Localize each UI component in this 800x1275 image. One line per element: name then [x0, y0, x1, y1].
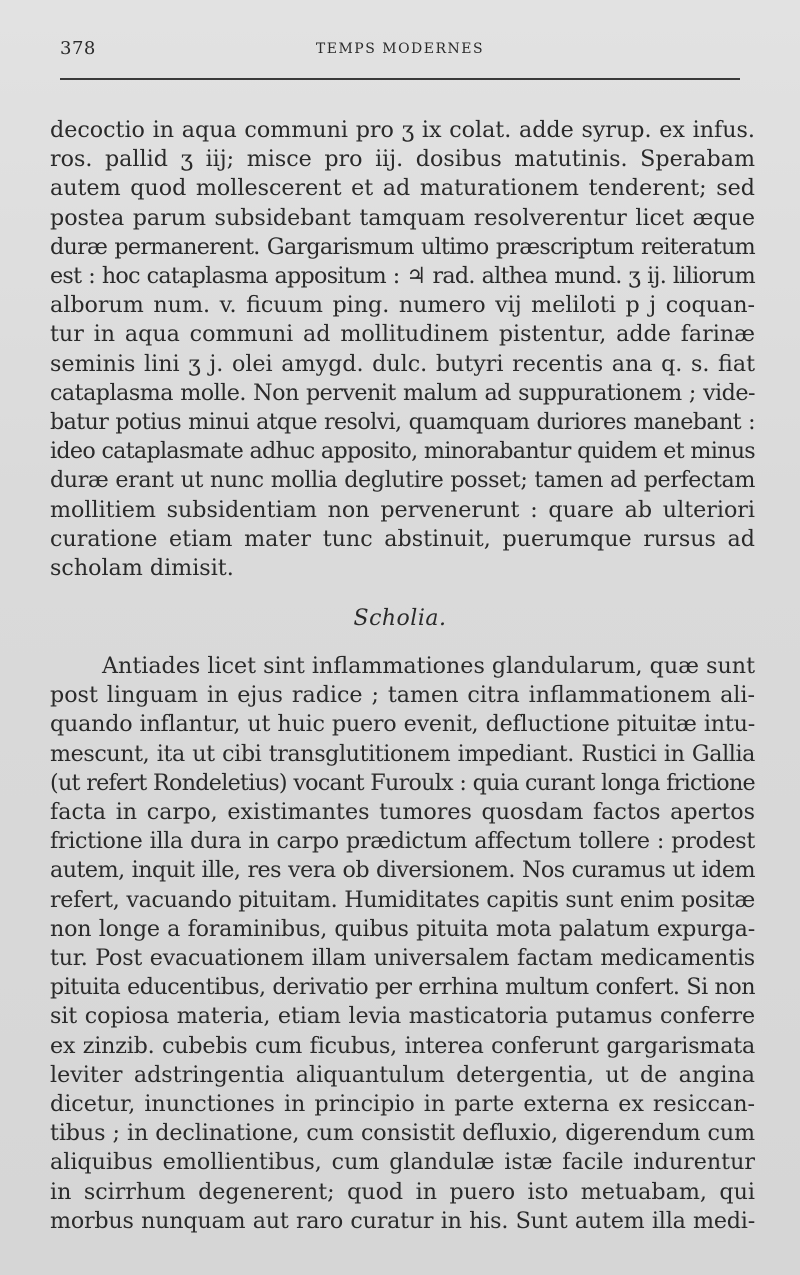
text-line: aliquibus emollientibus, cum glandulæ istæ facile indurentur: [50, 1149, 755, 1176]
text-line: curatione etiam mater tunc abstinuit, puerumque rursus ad: [50, 525, 755, 552]
paragraph-case-report: [50, 116, 755, 583]
text-line: frictione illa dura in carpo prædictum affectum tollere : prodest: [50, 828, 755, 855]
text-line: duræ erant ut nunc mollia deglutire posset; tamen ad perfectam: [50, 467, 755, 494]
text-line: postea parum subsidebant tamquam resolverentur licet æque: [50, 204, 755, 231]
text-line: morbus nunquam aut raro curatur in his. Sunt autem illa medi-: [50, 1207, 755, 1234]
text-line: leviter adstringentia aliquantulum detergentia, ut de angina: [50, 1061, 755, 1088]
text-line: duræ permanerent. Gargarismum ultimo præscriptum reiteratum: [50, 233, 755, 260]
text-line: ideo cataplasmate adhuc apposito, minorabantur quidem et minus: [50, 438, 755, 465]
text-line: scholam dimisit.: [50, 555, 234, 582]
text-line: pituita educentibus, derivatio per errhina multum confert. Si non: [50, 974, 755, 1001]
text-line: batur potius minui atque resolvi, quamquam duriores manebant :: [50, 409, 755, 436]
text-line: (ut refert Rondeletius) vocant Furoulx : quia curant longa frictione: [50, 769, 755, 796]
text-line: post linguam in ejus radice ; tamen citra inflammationem ali-: [50, 682, 755, 709]
text-line: autem, inquit ille, res vera ob diversionem. Nos curamus ut idem: [50, 857, 755, 884]
text-line: est : hoc cataplasma appositum : ♃ rad. althea mund. ʒ ij. liliorum: [50, 263, 755, 290]
page-header: [60, 38, 740, 62]
text-line: sit copiosa materia, etiam levia masticatoria putamus conferre: [50, 1003, 755, 1030]
paragraph-scholia: [50, 652, 755, 1236]
text-line: tibus ; in declinatione, cum consistit defluxio, digerendum cum: [50, 1120, 755, 1147]
text-line: tur in aqua communi ad mollitudinem pistentur, adde farinæ: [50, 321, 755, 348]
text-line: autem quod mollescerent et ad maturationem tenderent; sed: [50, 175, 755, 202]
text-line: ros. pallid ʒ iij; misce pro iij. dosibus matutinis. Sperabam: [50, 146, 755, 173]
text-line: mollitiem subsidentiam non pervenerunt : quare ab ulteriori: [50, 496, 755, 523]
text-line: alborum num. v. ficuum ping. numero vij meliloti p j coquan-: [50, 292, 755, 319]
section-title: Scholia.: [353, 606, 447, 631]
text-line: facta in carpo, existimantes tumores quosdam factos apertos: [50, 799, 755, 826]
text-line: seminis lini ʒ j. olei amygd. dulc. butyri recentis ana q. s. fiat: [50, 350, 755, 377]
text-line: refert, vacuando pituitam. Humiditates capitis sunt enim positæ: [50, 886, 755, 913]
text-line: decoctio in aqua communi pro ʒ ix colat. adde syrup. ex infus.: [50, 117, 755, 143]
text-line: cataplasma molle. Non pervenit malum ad suppurationem ; vide-: [50, 379, 755, 406]
text-line: in scirrhum degenerent; quod in puero isto metuabam, qui: [50, 1178, 755, 1205]
text-line: quando inflantur, ut huic puero evenit, defluctione pituitæ intu-: [50, 711, 755, 738]
text-line: tur. Post evacuationem illam universalem factam medicamentis: [50, 945, 755, 972]
text-line: Antiades licet sint inflammationes glandularum, quæ sunt: [102, 653, 755, 679]
running-head: TEMPS MODERNES: [315, 41, 485, 57]
text-line: non longe a foraminibus, quibus pituita mota palatum expurga-: [50, 915, 755, 942]
text-line: mescunt, ita ut cibi transglutitionem impediant. Rustici in Gallia: [50, 740, 755, 767]
text-line: dicetur, inunctiones in principio in parte externa ex resiccan-: [50, 1091, 755, 1118]
header-rule: [60, 78, 740, 80]
page-number: 378: [60, 38, 96, 59]
text-line: ex zinzib. cubebis cum ficubus, interea conferunt gargarismata: [50, 1032, 755, 1059]
